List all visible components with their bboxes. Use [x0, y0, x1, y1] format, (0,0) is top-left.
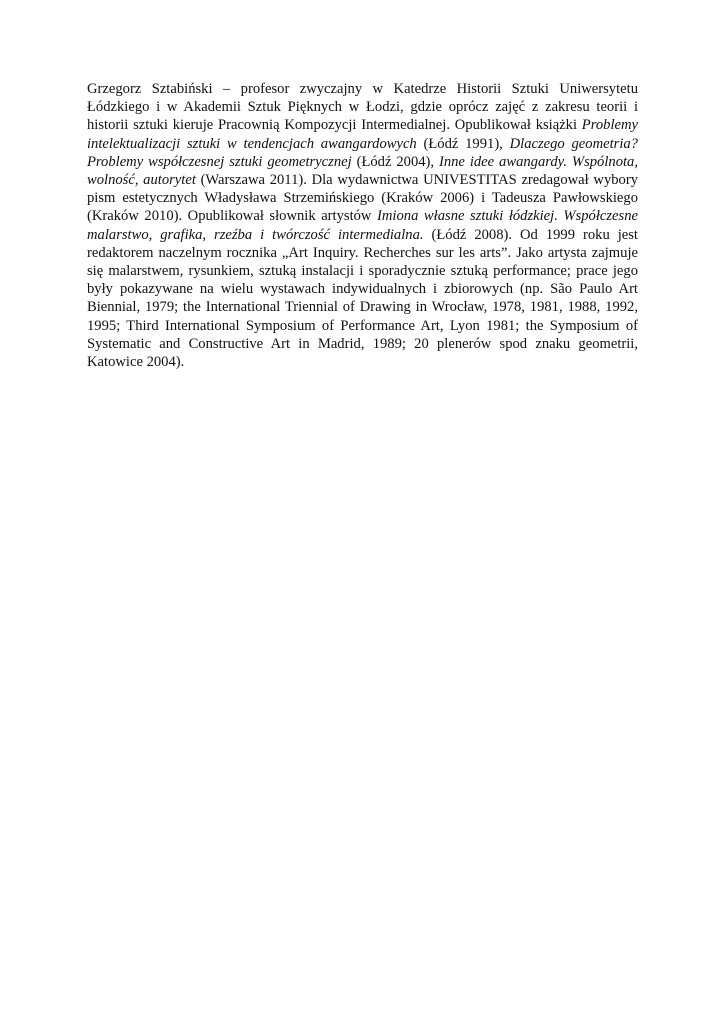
book-title: Dlaczego geometria? Problemy współczesnej sztuki geometrycznej — [87, 135, 638, 170]
bio-text: (Łódź 1991), — [416, 135, 510, 152]
book-title: Inne idee awangardy. Wspólnota, wolność, autorytet — [87, 153, 638, 189]
bio-text: Grzegorz Sztabiński – profesor zwyczajny w Katedrze Historii Sztuki Uniwersytetu Łódzkiego i w Akademii Sztuk Pięknych w Łodzi, gdzie oprócz zajęć z zakresu teorii i historii sztuki kieruje Pracownią Kompozycji Intermedialnej. Opublikował książki — [87, 81, 638, 134]
bio-text: (Łódź 2008). Od 1999 roku jest redaktorem naczelnym rocznika „Art Inquiry. Recherches sur les arts”. Jako artysta zajmuje się malarstwem, rysunkiem, sztuką instalacji i sporadycznie sztuką performance; prace jego były pokazywane na wielu wystawach indywidualnych i zbiorowych (np. São Paulo Art Biennial, 1979; the International Triennial of Drawing in Wrocław, 1978, 1981, 1988, 1992, 1995; Third International Symposium of Performance Art, Lyon 1981; the Symposium of Systematic and Constructive Art in Madrid, 1989; 20 plenerów spod znaku geometrii, Katowice 2004). — [87, 226, 638, 371]
book-title: Problemy intelektualizacji sztuki w tendencjach awangardowych — [87, 117, 638, 152]
bio-text: (Łódź 2004), — [351, 153, 439, 170]
book-title: Imiona własne sztuki łódzkiej. Współczesne malarstwo, grafika, rzeźba i twórczość intermedialna. — [87, 208, 638, 243]
author-bio-paragraph — [87, 80, 638, 371]
bio-text: (Warszawa 2011). Dla wydawnictwa UNIVESTITAS zredagował wybory pism estetycznych Władysława Strzemińskiego (Kraków 2006) i Tadeusza Pawłowskiego (Kraków 2010). Opublikował słownik artystów — [87, 172, 638, 225]
